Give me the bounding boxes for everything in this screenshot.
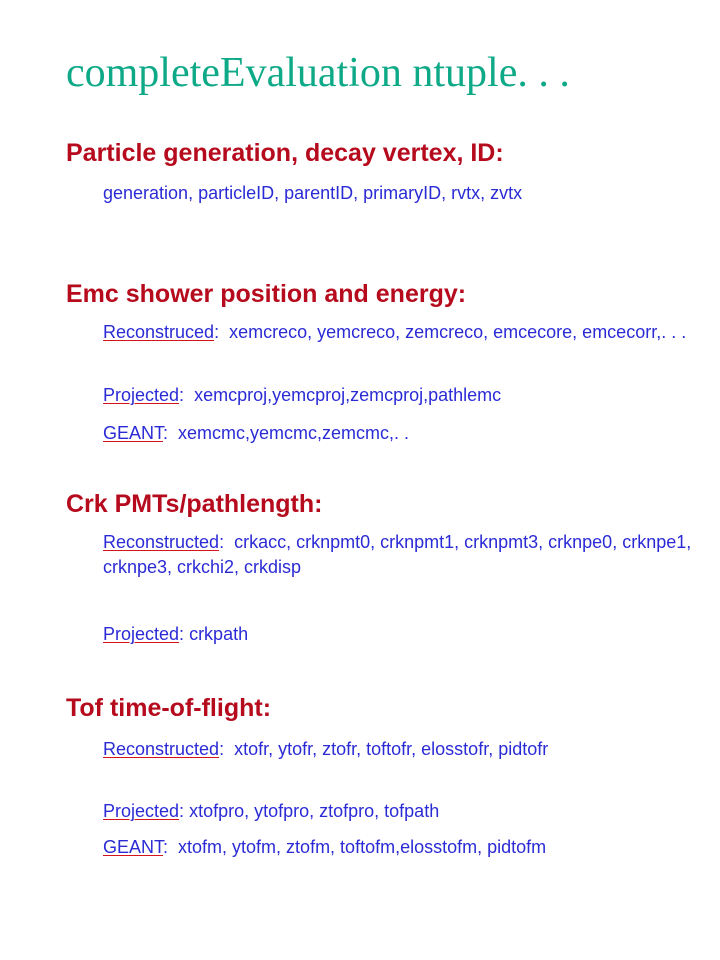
item-text: xemcmc,yemcmc,zemcmc,. .	[168, 423, 410, 443]
item-sep: :	[163, 423, 169, 443]
item-tag: GEANT	[103, 423, 164, 443]
list-item	[103, 181, 703, 206]
item-sep: :	[163, 837, 169, 857]
item-tag: Projected	[103, 801, 180, 821]
list-item	[103, 421, 703, 446]
item-tag: Reconstructed	[103, 739, 220, 759]
item-text: crkpath	[184, 624, 249, 644]
item-text: xtofm, ytofm, ztofm, toftofm,elosstofm, pidtofm	[168, 837, 547, 857]
item-sep: :	[179, 624, 185, 644]
list-item	[103, 383, 703, 408]
list-item	[103, 799, 703, 824]
list-item	[103, 530, 703, 580]
item-tag: Projected	[103, 624, 180, 644]
item-text: generation, particleID, parentID, primaryID, rvtx, zvtx	[103, 183, 523, 203]
item-tag: GEANT	[103, 837, 164, 857]
section-heading-particle: Particle generation, decay vertex, ID:	[66, 139, 504, 167]
item-sep: :	[214, 322, 220, 342]
item-text: xtofr, ytofr, ztofr, toftofr, elosstofr, pidtofr	[224, 739, 549, 759]
item-sep: :	[219, 739, 225, 759]
item-text: xtofpro, ytofpro, ztofpro, tofpath	[184, 801, 440, 821]
list-item	[103, 622, 703, 647]
list-item	[103, 737, 703, 762]
item-text: crkacc, crknpmt0, crknpmt1, crknpmt3, crknpe0, crknpe1, crknpe3, crkchi2, crkdisp	[103, 532, 697, 577]
page-title: completeEvaluation ntuple. . .	[66, 50, 570, 96]
item-tag: Projected	[103, 385, 180, 405]
item-sep: :	[179, 801, 185, 821]
list-item	[103, 320, 703, 345]
item-text: xemcproj,yemcproj,zemcproj,pathlemc	[184, 385, 502, 405]
section-heading-crk: Crk PMTs/pathlength:	[66, 490, 323, 518]
item-text: xemcreco, yemcreco, zemcreco, emcecore, emcecorr,. . .	[219, 322, 687, 342]
list-item	[103, 835, 703, 860]
section-heading-emc: Emc shower position and energy:	[66, 280, 467, 308]
item-tag: Reconstructed	[103, 532, 220, 552]
section-heading-tof: Tof time-of-flight:	[66, 694, 272, 722]
item-sep: :	[179, 385, 185, 405]
item-tag: Reconstruced	[103, 322, 215, 342]
item-sep: :	[219, 532, 225, 552]
